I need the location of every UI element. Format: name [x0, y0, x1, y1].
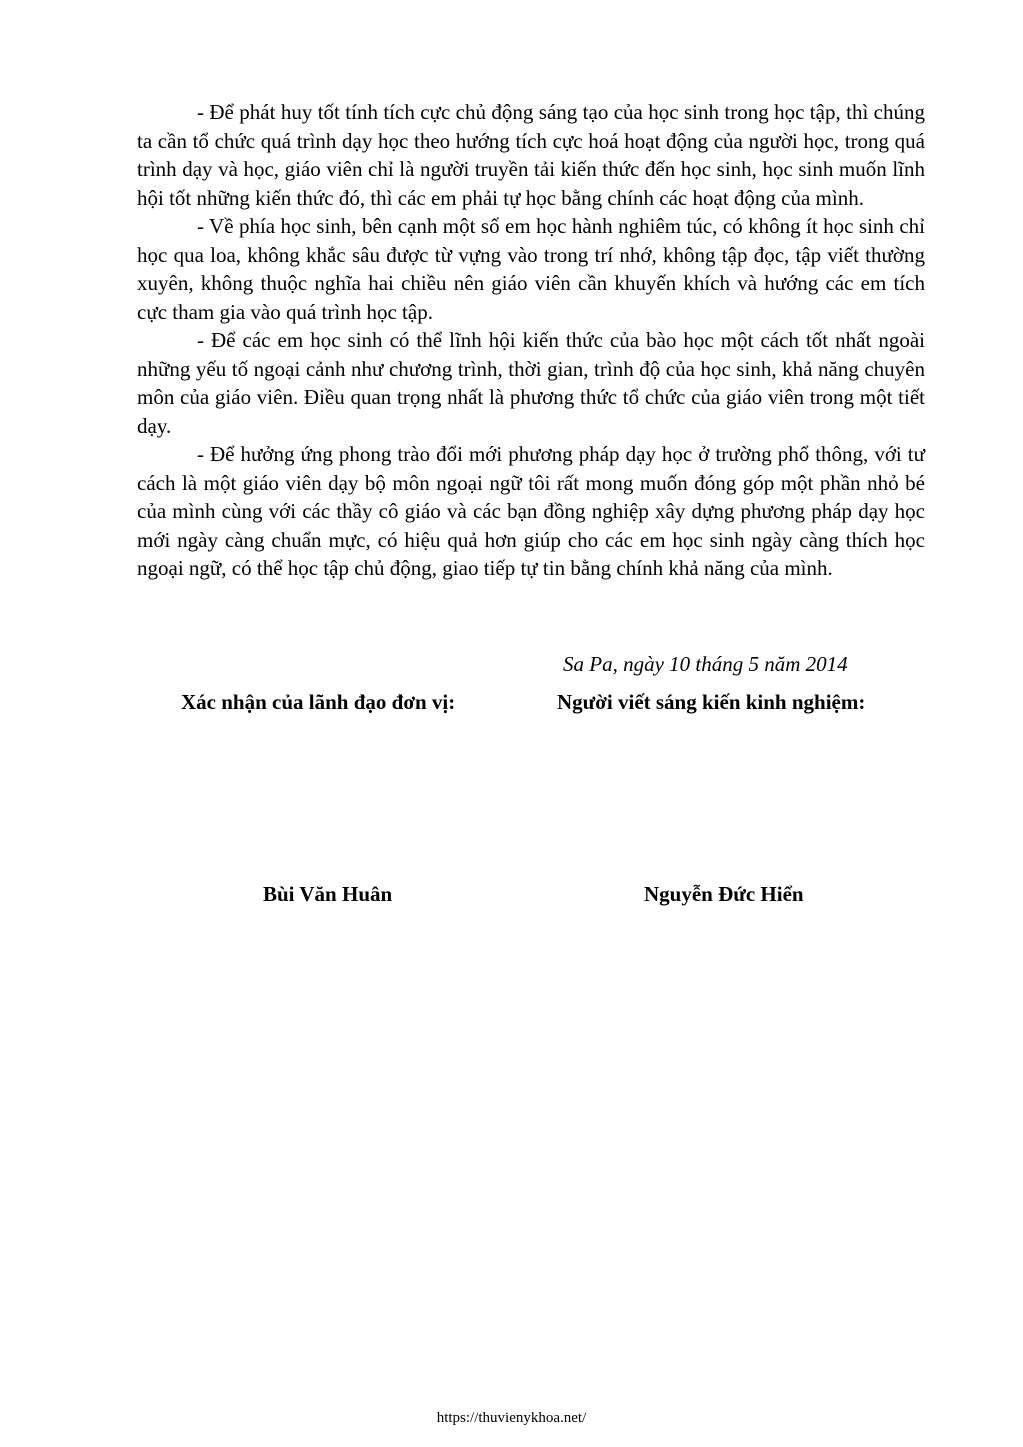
paragraph-2: - Về phía học sinh, bên cạnh một số em học hành nghiêm túc, có không ít học sinh chỉ học qua loa, không khắc sâu được từ vựng vào trong trí nhớ, không tập đọc, tập viết thường xuyên, không thuộc nghĩa hai chiều nên giáo viên cần khuyến khích và hướng các em tích cực tham gia vào quá trình học tập.: [137, 214, 925, 324]
date-line: Sa Pa, ngày 10 tháng 5 năm 2014: [563, 652, 848, 676]
paragraph-1: - Để phát huy tốt tính tích cực chủ động sáng tạo của học sinh trong học tập, thì chúng ta cần tổ chức quá trình dạy học theo hướng tích cực hoá hoạt động của người học, trong quá trình dạy và học, giáo viên chỉ là người truyền tải kiến thức đến học sinh, học sinh muốn lĩnh hội tốt những kiến thức đó, thì các em phải tự học bằng chính các hoạt động của mình.: [137, 100, 925, 210]
right-signature-heading: Người viết sáng kiến kinh nghiệm:: [557, 690, 866, 714]
right-signer-name: Nguyễn Đức Hiển: [644, 882, 804, 906]
left-signature-heading: Xác nhận của lãnh đạo đơn vị:: [181, 690, 456, 714]
body-text: [137, 98, 925, 583]
paragraph-3: - Để các em học sinh có thể lĩnh hội kiến thức của bào học một cách tốt nhất ngoài những yếu tố ngoại cảnh như chương trình, thời gian, trình độ của học sinh, khả năng chuyên môn của giáo viên. Điều quan trọng nhất là phương thức tổ chức của giáo viên trong một tiết dạy.: [137, 328, 925, 438]
left-signer-name: Bùi Văn Huân: [263, 882, 393, 906]
paragraph-4: - Để hưởng ứng phong trào đổi mới phương pháp dạy học ở trường phổ thông, với tư cách là một giáo viên dạy bộ môn ngoại ngữ tôi rất mong muốn đóng góp một phần nhỏ bé của mình cùng với các thầy cô giáo và các bạn đồng nghiệp xây dựng phương pháp dạy học mới ngày càng chuẩn mực, có hiệu quả hơn giúp cho các em học sinh ngày càng thích học ngoại ngữ, có thể học tập chủ động, giao tiếp tự tin bằng chính khả năng của mình.: [137, 442, 925, 580]
footer-url: https://thuvienykhoa.net/: [436, 1410, 587, 1426]
